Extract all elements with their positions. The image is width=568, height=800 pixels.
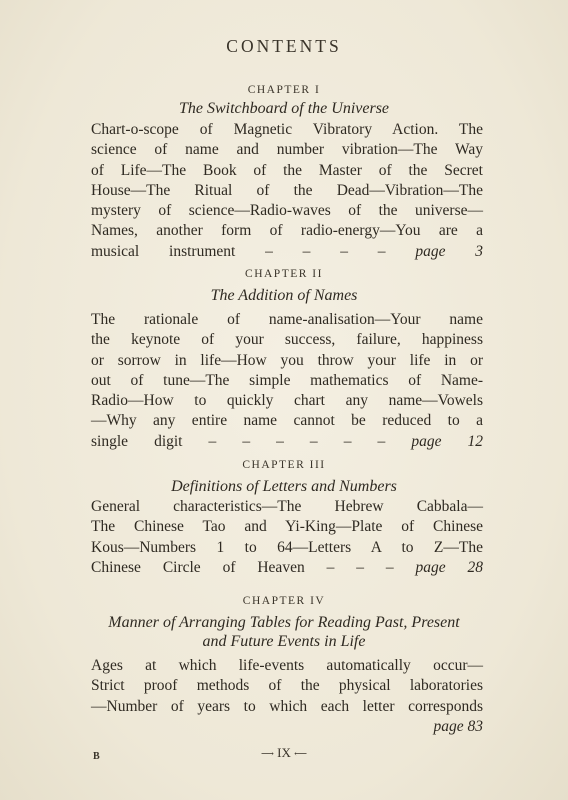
chapter-2-label: CHAPTER II	[245, 268, 323, 280]
summary-line: —Number of years to which each letter corresponds	[91, 697, 483, 715]
summary-line: The Chinese Tao and Yi-King—Plate of Chinese	[91, 518, 483, 536]
leader-dashes: – – – –	[265, 242, 386, 260]
summary-line: Ages at which life-events automatically occur—	[91, 657, 483, 674]
summary-line: of Life—The Book of the Master of the Secret	[91, 161, 483, 179]
chapter-4-title-line1: Manner of Arranging Tables for Reading Past, Present	[108, 614, 460, 631]
chapter-4-label: CHAPTER IV	[242, 595, 326, 607]
summary-line: Kous—Numbers 1 to 64—Letters A to Z—The	[91, 538, 483, 556]
chapter-1-title: The Switchboard of the Universe	[178, 100, 390, 117]
chapter-1-summary	[91, 120, 483, 262]
ornament-left-icon: ⟶	[260, 748, 274, 759]
chapter-2-title: The Addition of Names	[210, 287, 358, 304]
page-number-footer	[0, 745, 568, 761]
chapter-1-label: CHAPTER I	[247, 84, 321, 96]
page-reference: page 83	[433, 717, 483, 735]
summary-last-text: Chinese Circle of Heaven	[91, 558, 305, 576]
chapter-3-summary	[91, 497, 483, 578]
summary-last-line	[91, 558, 483, 578]
leader-dashes: – – – – – –	[208, 432, 386, 450]
chapter-2-summary	[91, 310, 483, 452]
summary-line: Radio—How to quickly chart any name—Vowels	[91, 392, 483, 410]
summary-last-text: single digit	[91, 432, 183, 450]
summary-line: The rationale of name-analisation—Your name	[91, 311, 483, 328]
summary-line: science of name and number vibration—The Way	[91, 141, 483, 159]
summary-line: Chart-o-scope of Magnetic Vibratory Action. The	[91, 121, 483, 138]
summary-last-line	[91, 432, 483, 452]
summary-line: or sorrow in life—How you throw your life in or	[91, 351, 483, 369]
page-reference: page 3	[415, 242, 484, 260]
page-number: IX	[277, 745, 291, 760]
summary-last-line	[91, 717, 483, 737]
page-title: CONTENTS	[226, 36, 342, 56]
summary-line: General characteristics—The Hebrew Cabbala—	[91, 498, 483, 515]
chapter-4-summary	[91, 656, 483, 737]
summary-line: out of tune—The simple mathematics of Name-	[91, 371, 483, 389]
chapter-4-title-line2: and Future Events in Life	[202, 633, 366, 650]
summary-line: Names, another form of radio-energy—You are a	[91, 222, 483, 240]
ornament-right-icon: ⟵	[294, 748, 308, 759]
chapter-3-title: Definitions of Letters and Numbers	[171, 478, 397, 495]
page-reference: page 28	[415, 558, 484, 576]
leader-dashes: – – –	[326, 558, 394, 576]
summary-line: Strict proof methods of the physical laboratories	[91, 677, 483, 695]
summary-line: —Why any entire name cannot be reduced to a	[91, 412, 483, 430]
page-reference: page 12	[411, 432, 484, 450]
chapter-3-label: CHAPTER III	[242, 459, 326, 471]
signature-mark: B	[93, 751, 100, 762]
summary-line: House—The Ritual of the Dead—Vibration—The	[91, 181, 483, 199]
summary-line: mystery of science—Radio-waves of the universe—	[91, 202, 483, 220]
summary-last-line	[91, 242, 483, 262]
summary-last-text: musical instrument	[91, 242, 236, 260]
summary-line: the keynote of your success, failure, happiness	[91, 331, 483, 349]
